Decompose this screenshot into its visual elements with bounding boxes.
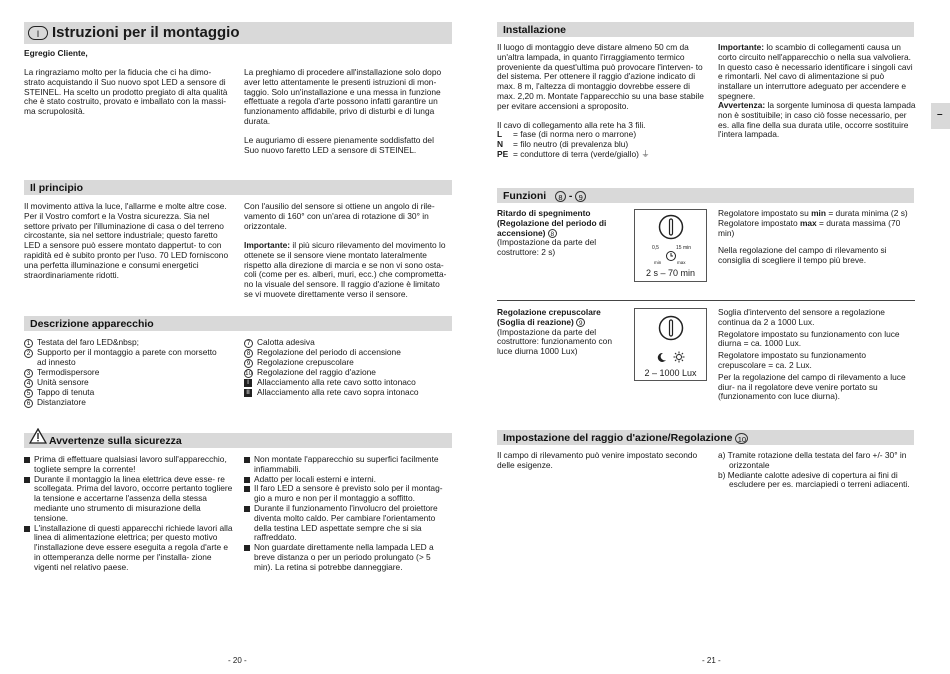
twilight-label — [497, 308, 622, 357]
section-header-range — [497, 430, 914, 445]
wire-code: PE — [497, 148, 509, 159]
important-text: il più sicuro rilevamento del movimento lo ottenete se il sensore viene montato lateralmente rispetto alla direzione di marcia e se non vi sono osta- coli (come per es. alberi, muri, ecc.) che comprometta- no la visuale del sensore. Il raggio d'azione è limitato se vi muovete direttamente verso il sensore. — [244, 240, 447, 299]
part-number: 9 — [244, 359, 253, 368]
range-options — [718, 451, 916, 490]
note-text: la sorgente luminosa di questa lampada non è sostituibile; in caso ciò fosse necessario, per es. alla fine della sua durata utile, occorre sostituire l'intera lampada. — [718, 100, 916, 140]
note-label: Avvertenza: — [718, 100, 766, 110]
section-title — [503, 190, 586, 202]
part-label: Regolazione del periodo di accensione — [257, 347, 401, 357]
section-title: Il principio — [30, 182, 84, 194]
section-title: Descrizione apparecchio — [30, 318, 154, 330]
part-label: Regolazione crepuscolare — [257, 357, 354, 367]
part-label: Regolazione del raggio d'azione — [257, 367, 376, 377]
timer-text-max: Regolatore impostato max = durata massima (70 min) — [718, 217, 901, 238]
page-number-left: - 20 - — [228, 656, 247, 665]
ref-number: 9 — [576, 318, 585, 327]
part-label: Supporto per il montaggio a parete con morsetto — [37, 347, 217, 357]
twilight-dial-panel — [634, 308, 707, 381]
twilight-label-plain: (Impostazione da parte del costruttore: funzionamento con luce diurna 1000 Lux) — [497, 326, 612, 357]
section-header-functions — [497, 188, 914, 203]
part-label: ad innesto — [37, 357, 76, 367]
part-label: Distanziatore — [37, 397, 86, 407]
functions-title: Funzioni — [503, 190, 547, 202]
part-number: 7 — [244, 339, 253, 348]
principle-paragraph-3 — [244, 241, 450, 300]
timer-label — [497, 209, 617, 258]
part-item — [24, 398, 239, 408]
timer-text-min: Regolatore impostato su min = durata minima (2 s) — [718, 208, 908, 218]
part-label: Tappo di tenuta — [37, 387, 95, 397]
twilight-text — [718, 308, 916, 402]
part-number: 4 — [24, 379, 33, 388]
ref-number: 10 — [735, 433, 748, 444]
range-option-b: b) Mediante calotte adesive di copertura ai fini di escludere per es. marciapiedi o terreni adiacenti. — [718, 469, 910, 490]
range-option-a: a) Tramite rotazione della testata del faro +/- 30° in orizzontale — [718, 450, 907, 470]
important-label: Importante: — [718, 42, 765, 52]
wire-code: L — [497, 129, 503, 139]
part-number: 3 — [24, 369, 33, 378]
intro-paragraph-2: La preghiamo di procedere all'installazione solo dopo aver letto attentamente le presenti istruzioni di mon- taggio. Solo un'installazione e una messa in funzione effettuate a regola d'arte possono infatti garantire un funzionamento affidabile, privo di disturbi e di lunga durata. — [244, 67, 442, 126]
timer-text — [718, 209, 916, 266]
part-label: Allacciamento alla rete cavo sopra intonaco — [257, 386, 419, 397]
twilight-label-bold-2: (Soglia di reazione) — [497, 316, 574, 327]
safety-item: Non guardate direttamente nella lampada LED a breve distanza o per un periodo prolungato (> 5 min). La retina si potrebbe danneggiare. — [244, 543, 450, 572]
section-title: Installazione — [503, 24, 567, 36]
section-title: Avvertenze sulla sicurezza — [49, 435, 182, 447]
intro-paragraph-1: La ringraziamo molto per la fiducia che ci ha dimo- strato acquistando il Suo nuovo spot LED a sensore di STEINEL. Ha scelto un prodotto pregiato di alta qualità che è stato costruito, provato e imballato con la massi- ma scrupolosità. — [24, 67, 228, 117]
installation-paragraph-1: Il luogo di montaggio deve distare almeno 50 cm da un'altra lampada, in quanto l'irraggiamento termico proveniente da quest'ultima può provocare l'interven- to del sistema. Per ottenere il raggio d'azione indicato di max. 8 m, l'altezza di montaggio dovrebbe essere di max. 2,20 m. Montate l'apparecchio su una base stabile per evitare accensioni a sproposito. — [497, 42, 704, 111]
part-label: Termodispersore — [37, 367, 100, 377]
dial-min-label: min — [654, 260, 662, 265]
section-header-principle — [24, 180, 452, 195]
safety-list-1 — [24, 455, 234, 573]
dial-left-label: 0,5 — [652, 245, 659, 251]
intro-paragraph-3: Le auguriamo di essere pienamente soddisfatto del Suo nuovo faretto LED a sensore di STEINEL. — [244, 135, 434, 155]
knob-icon — [658, 214, 684, 240]
divider — [497, 300, 915, 301]
side-tab — [931, 103, 950, 129]
range-title: Impostazione del raggio d'azione/Regolazione — [503, 432, 733, 444]
section-header-installation — [497, 22, 914, 37]
part-number: 2 — [24, 349, 33, 358]
twilight-text-2: Regolatore impostato su funzionamento con luce diurna = ca. 1000 Lux. — [718, 328, 900, 349]
page-title: Istruzioni per il montaggio — [52, 24, 240, 41]
safety-item: Non montate l'apparecchio su superfici facilmente infiammabili. — [244, 455, 450, 475]
moon-icon — [656, 352, 667, 363]
wire-item — [497, 150, 707, 160]
warning-triangle-icon — [29, 428, 47, 444]
dial-right-label: 15 min — [676, 245, 692, 251]
part-label: Calotta adesiva — [257, 337, 315, 347]
timer-label-bold: Ritardo di spegnimento (Regolazione del periodo di accensione) — [497, 208, 607, 238]
installation-paragraph-2: Il cavo di collegamento alla rete ha 3 fili. — [497, 120, 646, 130]
installation-important — [718, 43, 916, 102]
page-number-right: - 21 - — [702, 656, 721, 665]
section-header-safety — [24, 433, 452, 448]
installation-note — [718, 101, 916, 140]
cable-marker: II — [244, 389, 252, 397]
part-number: 8 — [244, 349, 253, 358]
part-number: 5 — [24, 389, 33, 398]
part-number: 6 — [24, 399, 33, 408]
wire-code: N — [497, 138, 504, 149]
wire-description: = conduttore di terra (verde/giallo) ⏚ — [513, 148, 650, 159]
language-badge: I — [28, 26, 48, 40]
part-label: Testata del faro LED&nbsp; — [37, 337, 139, 347]
ref-number: 9 — [575, 191, 586, 202]
timer-icon — [665, 250, 677, 262]
range-paragraph: Il campo di rilevamento può venire impostato secondo delle esigenze. — [497, 450, 698, 470]
ref-number: 8 — [555, 191, 566, 202]
safety-list-2 — [244, 455, 450, 573]
range-dash: - — [568, 190, 573, 202]
twilight-text-4: Per la regolazione del campo di rilevamento a luce diur- na il regolatore deve venire portato su (funzionamento con luce diurna). — [718, 371, 906, 402]
knob-icon — [658, 315, 684, 341]
part-number: 10 — [245, 370, 253, 377]
part-label: Unità sensore — [37, 377, 89, 387]
greeting: Egregio Cliente, — [24, 48, 88, 58]
safety-item: Il faro LED a sensore è previsto solo per il montag- gio a muro e non per il montaggio a soffitto. — [244, 484, 450, 504]
dial-max-label: max — [677, 260, 686, 265]
part-item — [244, 388, 454, 398]
timer-dial-panel — [634, 209, 707, 282]
twilight-text-3: Regolatore impostato su funzionamento crepuscolare = ca. 2 Lux. — [718, 350, 867, 370]
timer-text-advice: Nella regolazione del campo di rilevamento si consiglia di scegliere il tempo più breve. — [718, 245, 887, 266]
twilight-label-bold: Regolazione crepuscolare — [497, 307, 601, 317]
side-tab-mark: – — [937, 109, 943, 120]
part-label: Allacciamento alla rete cavo sotto intonaco — [257, 377, 416, 387]
important-label: Importante: — [244, 240, 291, 250]
twilight-range-caption: 2 – 1000 Lux — [644, 368, 697, 378]
title-bar — [24, 22, 452, 44]
safety-item: Durante il montaggio la linea elettrica deve esse- re scollegata. Prima del lavoro, occorre pertanto togliere la tensione e accertarne l'assenza della stessa mediante uno strumento di misurazione della tensione. — [24, 475, 234, 524]
ref-number: 8 — [548, 229, 557, 238]
safety-item: Prima di effettuare qualsiasi lavoro sull'apparecchio, togliete sempre la corrente! — [24, 455, 234, 475]
wire-description: = fase (di norma nero o marrone) — [513, 129, 637, 139]
sun-icon — [673, 351, 685, 363]
cable-marker: I — [244, 379, 252, 387]
twilight-text-1: Soglia d'intervento del sensore a regolazione continua da 2 a 1000 Lux. — [718, 307, 885, 327]
wire-description: = filo neutro (di prevalenza blu) — [513, 138, 629, 149]
part-number: 1 — [24, 339, 33, 348]
timer-label-plain: (Impostazione da parte del costruttore: 2 s) — [497, 237, 597, 258]
important-text: lo scambio di collegamenti causa un corto circuito nell'apparecchio o nella sua valvoliera. In questo caso è necessario identificare i singoli cavi e rimontarli. Nel cavo di alimentazione si può installare un interruttore adeguato per accendere e spegnere. — [718, 42, 913, 101]
principle-paragraph-1: Il movimento attiva la luce, l'allarme e molte altre cose. Per il Vostro comfort e la Vostra sicurezza. Sia nel settore privato per l'illuminazione di casa o del terreno circostante, sia nel settore industriale; questo faretto LED a sensore può essere montato dappertut- to con rapidità ed è subito pronto per l'uso. 70 LED forniscono una perfetta illuminazione e consumi energetici straordinariamente ridotti. — [24, 201, 229, 280]
safety-item: Durante il funzionamento l'involucro del proiettore diventa molto caldo. Per cambiare l'orientamento della testina LED aspettate sempre che si sia raffreddato. — [244, 504, 450, 543]
timer-range-caption: 2 s – 70 min — [645, 268, 696, 278]
parts-list-1 — [24, 338, 239, 408]
principle-paragraph-2: Con l'ausilio del sensore si ottiene un angolo di rile- vamento di 160° con un'area di rotazione di 30° in orizzontale. — [244, 201, 435, 231]
section-header-description — [24, 316, 452, 331]
section-title — [503, 432, 748, 444]
safety-item: Adatto per locali esterni e interni. — [244, 475, 450, 485]
wire-list — [497, 130, 707, 159]
parts-list-2 — [244, 338, 454, 398]
safety-item: L'installazione di questi apparecchi richiede lavori alla linea di alimentazione elettrica; per questo motivo l'installazione deve essere eseguita a regola d'arte e in ottemperanza delle norme per l'installa- zione vigenti nel relativo paese. — [24, 524, 234, 573]
